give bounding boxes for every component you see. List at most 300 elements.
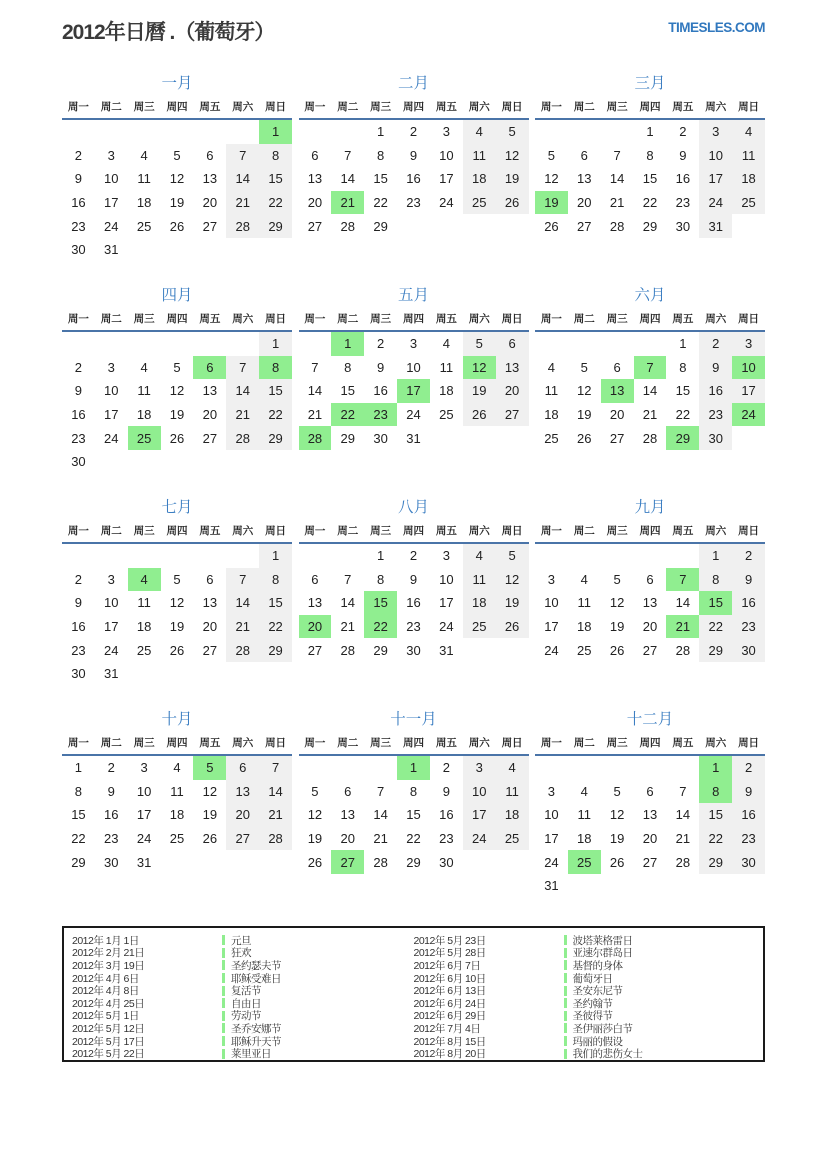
day-cell: 13 [307,171,323,187]
holiday-marker-bar [222,935,225,945]
day-cell: 7 [377,783,385,799]
holiday-marker-bar [564,998,567,1008]
day-cell: 25 [136,642,152,658]
day-cell: 26 [463,403,496,427]
day-cell: 7 [634,356,667,380]
weekday-label: 周日 [501,525,523,537]
day-cell: 31 [406,430,421,446]
weekday-label: 周四 [402,525,424,537]
day-cell: 30 [104,854,119,870]
day-cell: 6 [580,147,588,163]
day-grid [62,756,292,874]
day-cell: 18 [169,807,185,823]
weekday-label: 周六 [468,737,490,749]
day-cell: 26 [169,430,185,446]
day-cell: 18 [136,195,152,211]
holiday-name: 葡萄牙日 [572,972,613,985]
empty-day-cell [634,544,667,568]
holiday-marker-bar [222,973,225,983]
weekday-label: 周五 [435,737,457,749]
day-cell: 19 [307,831,323,847]
day-cell: 2 [679,124,687,140]
holiday-date: 2012年 1月 1日 [72,934,139,947]
empty-day-cell [128,120,161,144]
day-cell: 13 [202,383,218,399]
empty-day-cell [226,332,259,356]
day-cell: 24 [544,642,559,658]
day-cell: 7 [226,144,259,168]
day-cell: 30 [439,854,454,870]
day-cell: 29 [71,854,86,870]
day-cell: 18 [136,619,152,635]
day-cell: 8 [344,359,352,375]
month-title: 十一月 [390,711,437,728]
weekday-label: 周六 [232,101,254,113]
weekday-label: 周二 [573,525,595,537]
day-cell: 10 [544,807,559,823]
holiday-date: 2012年 6月 13日 [413,985,486,998]
day-cell: 7 [344,147,352,163]
holiday-marker-bar [222,1011,225,1021]
day-cell: 19 [496,591,529,615]
day-cell: 7 [311,359,319,375]
day-cell: 17 [439,171,454,187]
empty-day-cell [193,120,226,144]
month-block [299,710,529,922]
empty-day-cell [568,544,601,568]
day-cell: 18 [496,803,529,827]
day-cell: 19 [169,407,185,423]
day-cell: 2 [107,760,115,776]
day-cell: 1 [699,756,732,780]
day-cell: 22 [699,827,732,851]
holiday-date: 2012年 5月 22日 [72,1048,145,1061]
day-cell: 7 [613,147,621,163]
day-cell: 6 [311,147,319,163]
months-grid [62,74,765,922]
day-cell: 26 [202,831,218,847]
day-cell: 2 [377,336,385,352]
day-cell: 25 [577,642,592,658]
day-cell: 6 [226,756,259,780]
weekday-label: 周四 [639,101,661,113]
day-cell: 15 [340,383,355,399]
day-grid [535,120,765,238]
day-cell: 14 [226,167,259,191]
day-cell: 17 [104,407,119,423]
day-cell: 1 [377,548,385,564]
month-title: 七月 [161,499,193,516]
day-cell: 11 [496,780,529,804]
day-cell: 15 [259,591,292,615]
day-cell: 27 [609,430,625,446]
day-cell: 19 [535,191,568,215]
day-cell: 2 [74,359,83,375]
weekday-label: 周五 [435,101,457,113]
day-cell: 21 [675,831,691,847]
empty-day-cell [601,756,634,780]
day-cell: 28 [675,642,691,658]
day-cell: 10 [544,595,559,611]
day-cell: 30 [71,454,86,470]
day-cell: 13 [307,595,323,611]
day-cell: 10 [104,171,119,187]
day-cell: 15 [675,383,691,399]
weekday-label: 周五 [199,101,221,113]
holiday-name: 玛丽的假设 [572,1035,623,1048]
month-block [62,710,292,922]
weekday-label: 周二 [100,737,122,749]
day-cell: 10 [136,783,152,799]
day-cell: 2 [442,760,450,776]
day-cell: 14 [675,807,691,823]
holiday-date: 2012年 5月 23日 [413,934,486,947]
month-title: 一月 [161,75,193,92]
day-cell: 11 [463,144,496,168]
day-cell: 22 [406,831,421,847]
day-cell: 20 [609,407,625,423]
day-cell: 28 [259,827,292,851]
day-cell: 22 [71,831,86,847]
day-cell: 2 [699,332,732,356]
month-block [299,286,529,498]
page-title: 2012年日曆 .（葡萄牙） [62,21,275,44]
weekday-label: 周三 [133,101,155,113]
weekday-label: 周五 [672,525,694,537]
day-cell: 18 [463,591,496,615]
day-cell: 3 [140,760,148,776]
month-block [535,286,765,498]
day-cell: 17 [439,595,454,611]
day-cell: 28 [226,214,259,238]
day-cell: 16 [732,591,765,615]
day-cell: 27 [307,642,323,658]
day-cell: 1 [646,124,654,140]
day-cell: 29 [699,638,732,662]
weekday-label: 周日 [738,313,760,325]
day-cell: 28 [609,218,625,234]
day-cell: 23 [71,218,86,234]
day-cell: 21 [373,831,388,847]
holiday-marker-bar [222,1049,225,1059]
weekday-header-row [299,737,529,756]
holiday-name: 耶稣受难日 [231,972,281,985]
day-cell: 15 [699,591,732,615]
holiday-marker-bar [564,1023,567,1033]
weekday-label: 周四 [639,737,661,749]
weekday-header-row [299,525,529,544]
day-cell: 30 [71,242,86,258]
day-grid [299,756,529,874]
day-cell: 25 [463,191,496,215]
day-cell: 18 [136,407,152,423]
day-cell: 9 [107,783,115,799]
day-cell: 24 [439,195,454,211]
empty-day-cell [128,332,161,356]
weekday-label: 周一 [304,737,326,749]
day-cell: 6 [344,783,352,799]
day-cell: 8 [646,147,654,163]
day-cell: 9 [74,595,83,611]
weekday-label: 周二 [337,101,359,113]
day-cell: 6 [646,783,654,799]
empty-day-cell [95,120,128,144]
day-cell: 21 [307,407,323,423]
weekday-label: 周五 [672,313,694,325]
day-cell: 28 [299,426,332,450]
day-cell: 23 [104,831,119,847]
weekday-header-row [535,525,765,544]
day-cell: 8 [679,359,687,375]
day-cell: 19 [463,379,496,403]
day-grid [62,332,292,474]
empty-day-cell [601,332,634,356]
day-cell: 15 [699,803,732,827]
day-cell: 31 [699,214,732,238]
day-cell: 24 [104,430,119,446]
holiday-name: 圣伊丽莎白节 [572,1022,633,1035]
day-cell: 16 [71,619,86,635]
month-title: 六月 [634,287,666,304]
day-cell: 8 [699,780,732,804]
day-cell: 6 [206,571,214,587]
holiday-marker-bar [564,1036,567,1046]
day-cell: 23 [439,831,454,847]
holiday-legend [62,926,765,1062]
day-cell: 21 [642,407,658,423]
day-cell: 30 [373,430,388,446]
day-cell: 14 [675,595,691,611]
holiday-date: 2012年 4月 25日 [72,997,145,1010]
holiday-marker-bar [222,1036,225,1046]
day-cell: 11 [137,383,151,399]
day-cell: 16 [732,803,765,827]
empty-day-cell [331,120,364,144]
weekday-label: 周日 [738,737,760,749]
day-grid [62,544,292,686]
day-cell: 5 [496,544,529,568]
empty-day-cell [331,756,364,780]
timesles-logo-link[interactable]: TIMESLES.COM [668,20,765,35]
day-cell: 10 [104,383,119,399]
day-cell: 17 [104,195,119,211]
day-cell: 26 [169,642,185,658]
day-cell: 26 [544,218,559,234]
weekday-label: 周二 [100,313,122,325]
holiday-marker-bar [564,1011,567,1021]
day-cell: 19 [577,407,592,423]
weekday-label: 周一 [540,313,562,325]
day-cell: 1 [377,124,385,140]
month-title: 二月 [397,75,429,92]
day-cell: 18 [544,407,559,423]
day-cell: 31 [439,642,454,658]
day-cell: 17 [104,619,119,635]
day-cell: 14 [226,379,259,403]
day-cell: 21 [340,619,355,635]
day-cell: 9 [377,359,385,375]
day-cell: 12 [609,807,625,823]
weekday-label: 周六 [468,313,490,325]
empty-day-cell [193,332,226,356]
day-cell: 14 [340,171,355,187]
day-cell: 15 [364,591,397,615]
empty-day-cell [364,756,397,780]
weekday-label: 周一 [67,737,89,749]
day-cell: 17 [699,167,732,191]
empty-day-cell [666,756,699,780]
weekday-header-row [299,101,529,120]
day-cell: 29 [259,638,292,662]
day-cell: 13 [642,807,658,823]
weekday-header-row [535,737,765,756]
day-cell: 12 [463,356,496,380]
day-cell: 12 [577,383,592,399]
weekday-label: 周四 [166,737,188,749]
empty-day-cell [299,544,332,568]
day-cell: 8 [259,356,292,380]
day-cell: 30 [732,638,765,662]
weekday-label: 周三 [606,737,628,749]
day-cell: 6 [193,356,226,380]
empty-day-cell [299,756,332,780]
weekday-label: 周日 [265,101,287,113]
day-cell: 4 [463,120,496,144]
day-cell: 3 [463,756,496,780]
month-block [535,498,765,710]
day-cell: 1 [259,120,292,144]
holiday-name: 劳动节 [231,1010,261,1023]
day-cell: 7 [344,571,352,587]
weekday-label: 周五 [672,101,694,113]
day-cell: 16 [104,807,119,823]
empty-day-cell [634,756,667,780]
day-cell: 24 [406,407,421,423]
weekday-label: 周二 [100,101,122,113]
day-cell: 31 [104,242,119,258]
day-cell: 7 [666,568,699,592]
day-cell: 30 [71,666,86,682]
day-cell: 1 [259,544,292,568]
day-cell: 14 [226,591,259,615]
day-cell: 15 [259,379,292,403]
weekday-label: 周一 [540,101,562,113]
day-cell: 20 [299,615,332,639]
day-cell: 11 [137,595,151,611]
holiday-date: 2012年 7月 4日 [413,1022,481,1035]
day-cell: 20 [226,803,259,827]
holiday-name: 元旦 [231,934,251,947]
day-cell: 23 [406,195,421,211]
day-cell: 3 [107,147,115,163]
day-cell: 30 [675,218,691,234]
day-cell: 11 [137,171,151,187]
weekday-label: 周五 [435,525,457,537]
day-cell: 9 [699,356,732,380]
holiday-marker-bar [564,973,567,983]
day-cell: 29 [259,214,292,238]
day-cell: 13 [340,807,355,823]
day-cell: 10 [406,359,421,375]
day-cell: 21 [226,403,259,427]
day-cell: 23 [406,619,421,635]
day-cell: 27 [642,854,658,870]
holiday-date: 2012年 8月 20日 [413,1048,486,1061]
holiday-marker-bar [222,998,225,1008]
day-cell: 24 [732,403,765,427]
day-cell: 25 [463,615,496,639]
empty-day-cell [95,544,128,568]
weekday-label: 周三 [606,313,628,325]
month-block [535,74,765,286]
day-cell: 26 [496,191,529,215]
day-cell: 6 [311,571,319,587]
holiday-name: 狂欢 [231,947,251,960]
day-cell: 16 [71,195,86,211]
month-block [299,74,529,286]
empty-day-cell [568,756,601,780]
holiday-name: 圣彼得节 [572,1010,613,1023]
day-cell: 19 [496,167,529,191]
day-cell: 14 [307,383,323,399]
day-cell: 8 [377,147,385,163]
day-cell: 4 [732,120,765,144]
day-cell: 11 [544,383,559,399]
day-cell: 25 [544,430,559,446]
day-cell: 25 [128,426,161,450]
weekday-label: 周六 [232,737,254,749]
holiday-name: 圣乔安娜节 [231,1022,281,1035]
day-cell: 12 [496,144,529,168]
month-title: 九月 [634,499,666,516]
day-cell: 14 [373,807,388,823]
holiday-marker-bar [222,1023,225,1033]
weekday-label: 周日 [501,737,523,749]
day-cell: 23 [71,642,86,658]
holiday-marker-bar [564,935,567,945]
day-cell: 14 [259,780,292,804]
day-cell: 25 [136,218,152,234]
holiday-name: 基督的身体 [572,959,623,972]
holiday-date: 2012年 4月 8日 [72,985,139,998]
holiday-marker-bar [222,948,225,958]
day-cell: 2 [74,147,83,163]
weekday-label: 周三 [606,525,628,537]
day-cell: 3 [732,332,765,356]
weekday-label: 周一 [67,313,89,325]
day-cell: 12 [496,568,529,592]
weekday-label: 周一 [67,525,89,537]
empty-day-cell [62,120,95,144]
legend-item [72,1047,414,1060]
weekday-label: 周三 [133,313,155,325]
weekday-label: 周一 [304,101,326,113]
month-block [62,74,292,286]
day-cell: 12 [169,171,185,187]
weekday-label: 周六 [705,525,727,537]
month-title: 三月 [634,75,666,92]
holiday-name: 耶稣升天节 [231,1035,281,1048]
holiday-date: 2012年 5月 12日 [72,1022,145,1035]
day-cell: 20 [642,619,658,635]
day-cell: 23 [732,615,765,639]
day-cell: 18 [463,167,496,191]
day-cell: 4 [463,544,496,568]
day-cell: 23 [675,195,691,211]
weekday-label: 周五 [199,313,221,325]
day-cell: 31 [544,878,559,894]
month-block [62,498,292,710]
